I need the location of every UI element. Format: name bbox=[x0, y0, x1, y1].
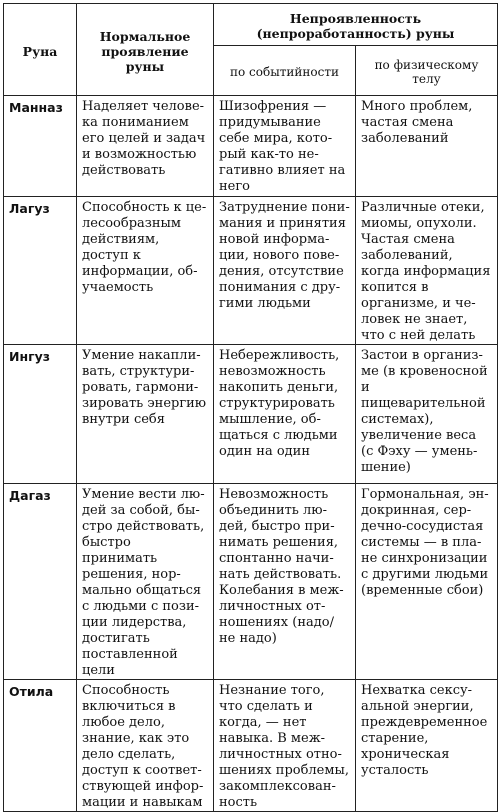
header-row bbox=[4, 4, 498, 46]
rune-name: Отила bbox=[4, 680, 77, 812]
normal-cell: Способность включиться в любое дело, знание, как это дело сделать, доступ к соответствующей информации и навыкам bbox=[77, 680, 214, 812]
header-by-event: по событийности bbox=[214, 46, 356, 96]
table-row bbox=[4, 96, 498, 197]
header-normal-manifestation: Нормальное проявление руны bbox=[77, 4, 214, 96]
normal-cell: Умение накапливать, структурировать, гармонизировать энергию внутри себя bbox=[77, 345, 214, 484]
event-cell: Невозможность объединить людей, быстро принимать решения, спонтанно начинать действовать. Колебания в межличностных отношениях (надо/ не надо) bbox=[214, 484, 356, 680]
header-unmanifestation: Непроявленность (непроработанность) руны bbox=[214, 4, 498, 46]
table-row bbox=[4, 197, 498, 345]
header-by-body: по физическому телу bbox=[356, 46, 498, 96]
event-cell: Шизофрения — придумывание себе мира, который как-то негативно влияет на него bbox=[214, 96, 356, 197]
body-cell: Различные отеки, миомы, опухоли. Частая смена заболеваний, когда информация копится в организме, и человек не знает, что с ней делать bbox=[356, 197, 498, 345]
runes-table bbox=[3, 3, 498, 812]
table-row bbox=[4, 345, 498, 484]
body-cell: Застои в организме (в кровеносной и пищеварительной системах), увеличение веса (с Фэху — уменьшение) bbox=[356, 345, 498, 484]
normal-cell: Наделяет человека пониманием его целей и задач и возможностью действовать bbox=[77, 96, 214, 197]
event-cell: Незнание того, что сделать и когда, — нет навыка. В межличностных отношениях проблемы, закомплексованность bbox=[214, 680, 356, 812]
body-cell: Гормональная, эндокринная, сердечно-сосудистая системы — в плане синхронизации с другими людьми (временные сбои) bbox=[356, 484, 498, 680]
rune-name: Лагуз bbox=[4, 197, 77, 345]
normal-cell: Способность к целесообразным действиям, доступ к информации, обучаемость bbox=[77, 197, 214, 345]
table-row bbox=[4, 680, 498, 812]
event-cell: Затруднение понимания и принятия новой информации, нового поведения, отсутствие понимания с другими людьми bbox=[214, 197, 356, 345]
rune-name: Манназ bbox=[4, 96, 77, 197]
body-cell: Много проблем, частая смена заболеваний bbox=[356, 96, 498, 197]
normal-cell: Умение вести людей за собой, быстро действовать, быстро принимать решения, нормально общаться с людьми с позиции лидерства, достигать поставленной цели bbox=[77, 484, 214, 680]
event-cell: Небережливость, невозможность накопить деньги, структурировать мышление, общаться с людьми один на один bbox=[214, 345, 356, 484]
header-rune: Руна bbox=[4, 4, 77, 96]
table-row bbox=[4, 484, 498, 680]
rune-name: Ингуз bbox=[4, 345, 77, 484]
body-cell: Нехватка сексуальной энергии, преждевременное старение, хроническая усталость bbox=[356, 680, 498, 812]
rune-name: Дагаз bbox=[4, 484, 77, 680]
